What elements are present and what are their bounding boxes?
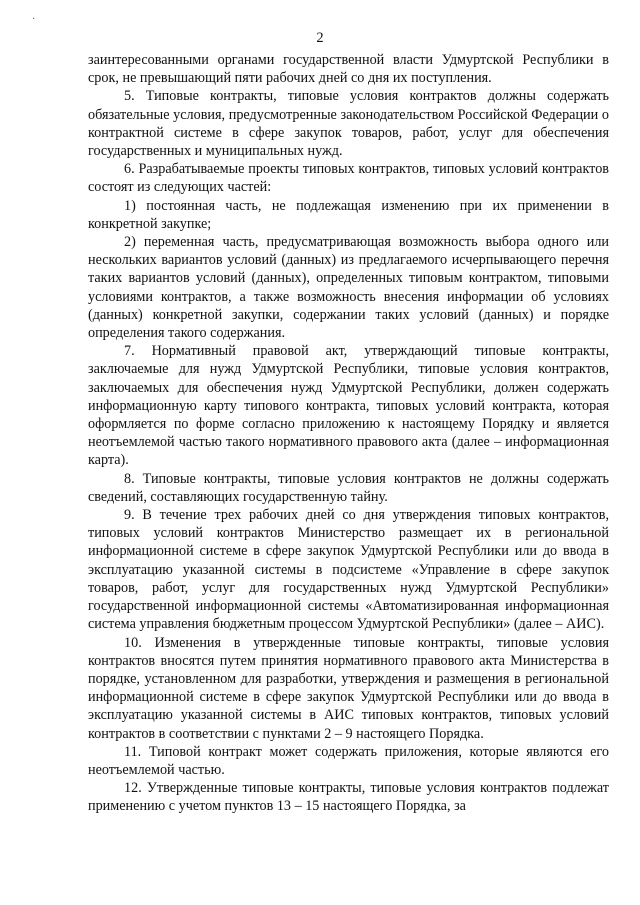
paragraph-continuation: заинтересованными органами государственной власти Удмуртской Республики в срок, не превышающий пяти рабочих дней со дня их поступления.: [88, 52, 609, 87]
paragraph-subitem-2: 2) переменная часть, предусматривающая возможность выбора одного или нескольких вариантов условий (данных) из предлагаемого исчерпывающего перечня таких вариантов условий (данных), определенных типовым контрактом, типовыми условиями контрактов, а также возможность внесения информации об условиях (данных) конкретной закупки, содержании таких условий (данных) и порядке определения такого содержания.: [88, 234, 609, 342]
scan-mark: ·: [32, 14, 36, 25]
paragraph-item-12: 12. Утвержденные типовые контракты, типовые условия контрактов подлежат применению с учетом пунктов 13 – 15 настоящего Порядка, за: [88, 780, 609, 815]
paragraph-item-10: 10. Изменения в утвержденные типовые контракты, типовые условия контрактов вносятся путем принятия нормативного правового акта Министерства в порядке, установленном для разработки, утверждения и размещения в региональной информационной системе в сфере закупок Удмуртской Республики или до ввода в эксплуатацию указанной системы в АИС типовых контрактов, типовых условий контрактов в соответствии с пунктами 2 – 9 настоящего Порядка.: [88, 634, 609, 742]
page-number: 2: [316, 30, 324, 46]
paragraph-subitem-1: 1) постоянная часть, не подлежащая изменению при их применении в конкретной закупке;: [88, 197, 609, 232]
paragraph-item-6: 6. Разрабатываемые проекты типовых контрактов, типовых условий контрактов состоят из следующих частей:: [88, 161, 609, 196]
paragraph-item-11: 11. Типовой контракт может содержать приложения, которые являются его неотъемлемой частью.: [88, 743, 609, 778]
paragraph-item-7: 7. Нормативный правовой акт, утверждающий типовые контракты, заключаемые для нужд Удмуртской Республики, типовые условия контрактов, заключаемых для обеспечения нужд Удмуртской Республики, должен содержать информационную карту типового контракта, типовых условий контракта, которая оформляется по форме согласно приложению к настоящему Порядку и является неотъемлемой частью такого нормативного правового акта (далее – информационная карта).: [88, 343, 609, 469]
paragraph-item-5: 5. Типовые контракты, типовые условия контрактов должны содержать обязательные условия, предусмотренные законодательством Российской Федерации о контрактной системе в сфере закупок товаров, работ, услуг для обеспечения государственных и муниципальных нужд.: [88, 88, 609, 160]
document-body: [88, 51, 609, 816]
paragraph-item-9: 9. В течение трех рабочих дней со дня утверждения типовых контрактов, типовых условий контрактов Министерство размещает их в региональной информационной системе в сфере закупок Удмуртской Республики или до ввода в эксплуатацию указанной системы в подсистеме «Управление в сфере закупок товаров, работ, услуг для государственных нужд Удмуртской Республики» государственной информационной системы «Автоматизированная информационная система управления бюджетным процессом Удмуртской Республики» (далее – АИС).: [88, 507, 609, 633]
paragraph-item-8: 8. Типовые контракты, типовые условия контрактов не должны содержать сведений, составляющих государственную тайну.: [88, 470, 609, 505]
